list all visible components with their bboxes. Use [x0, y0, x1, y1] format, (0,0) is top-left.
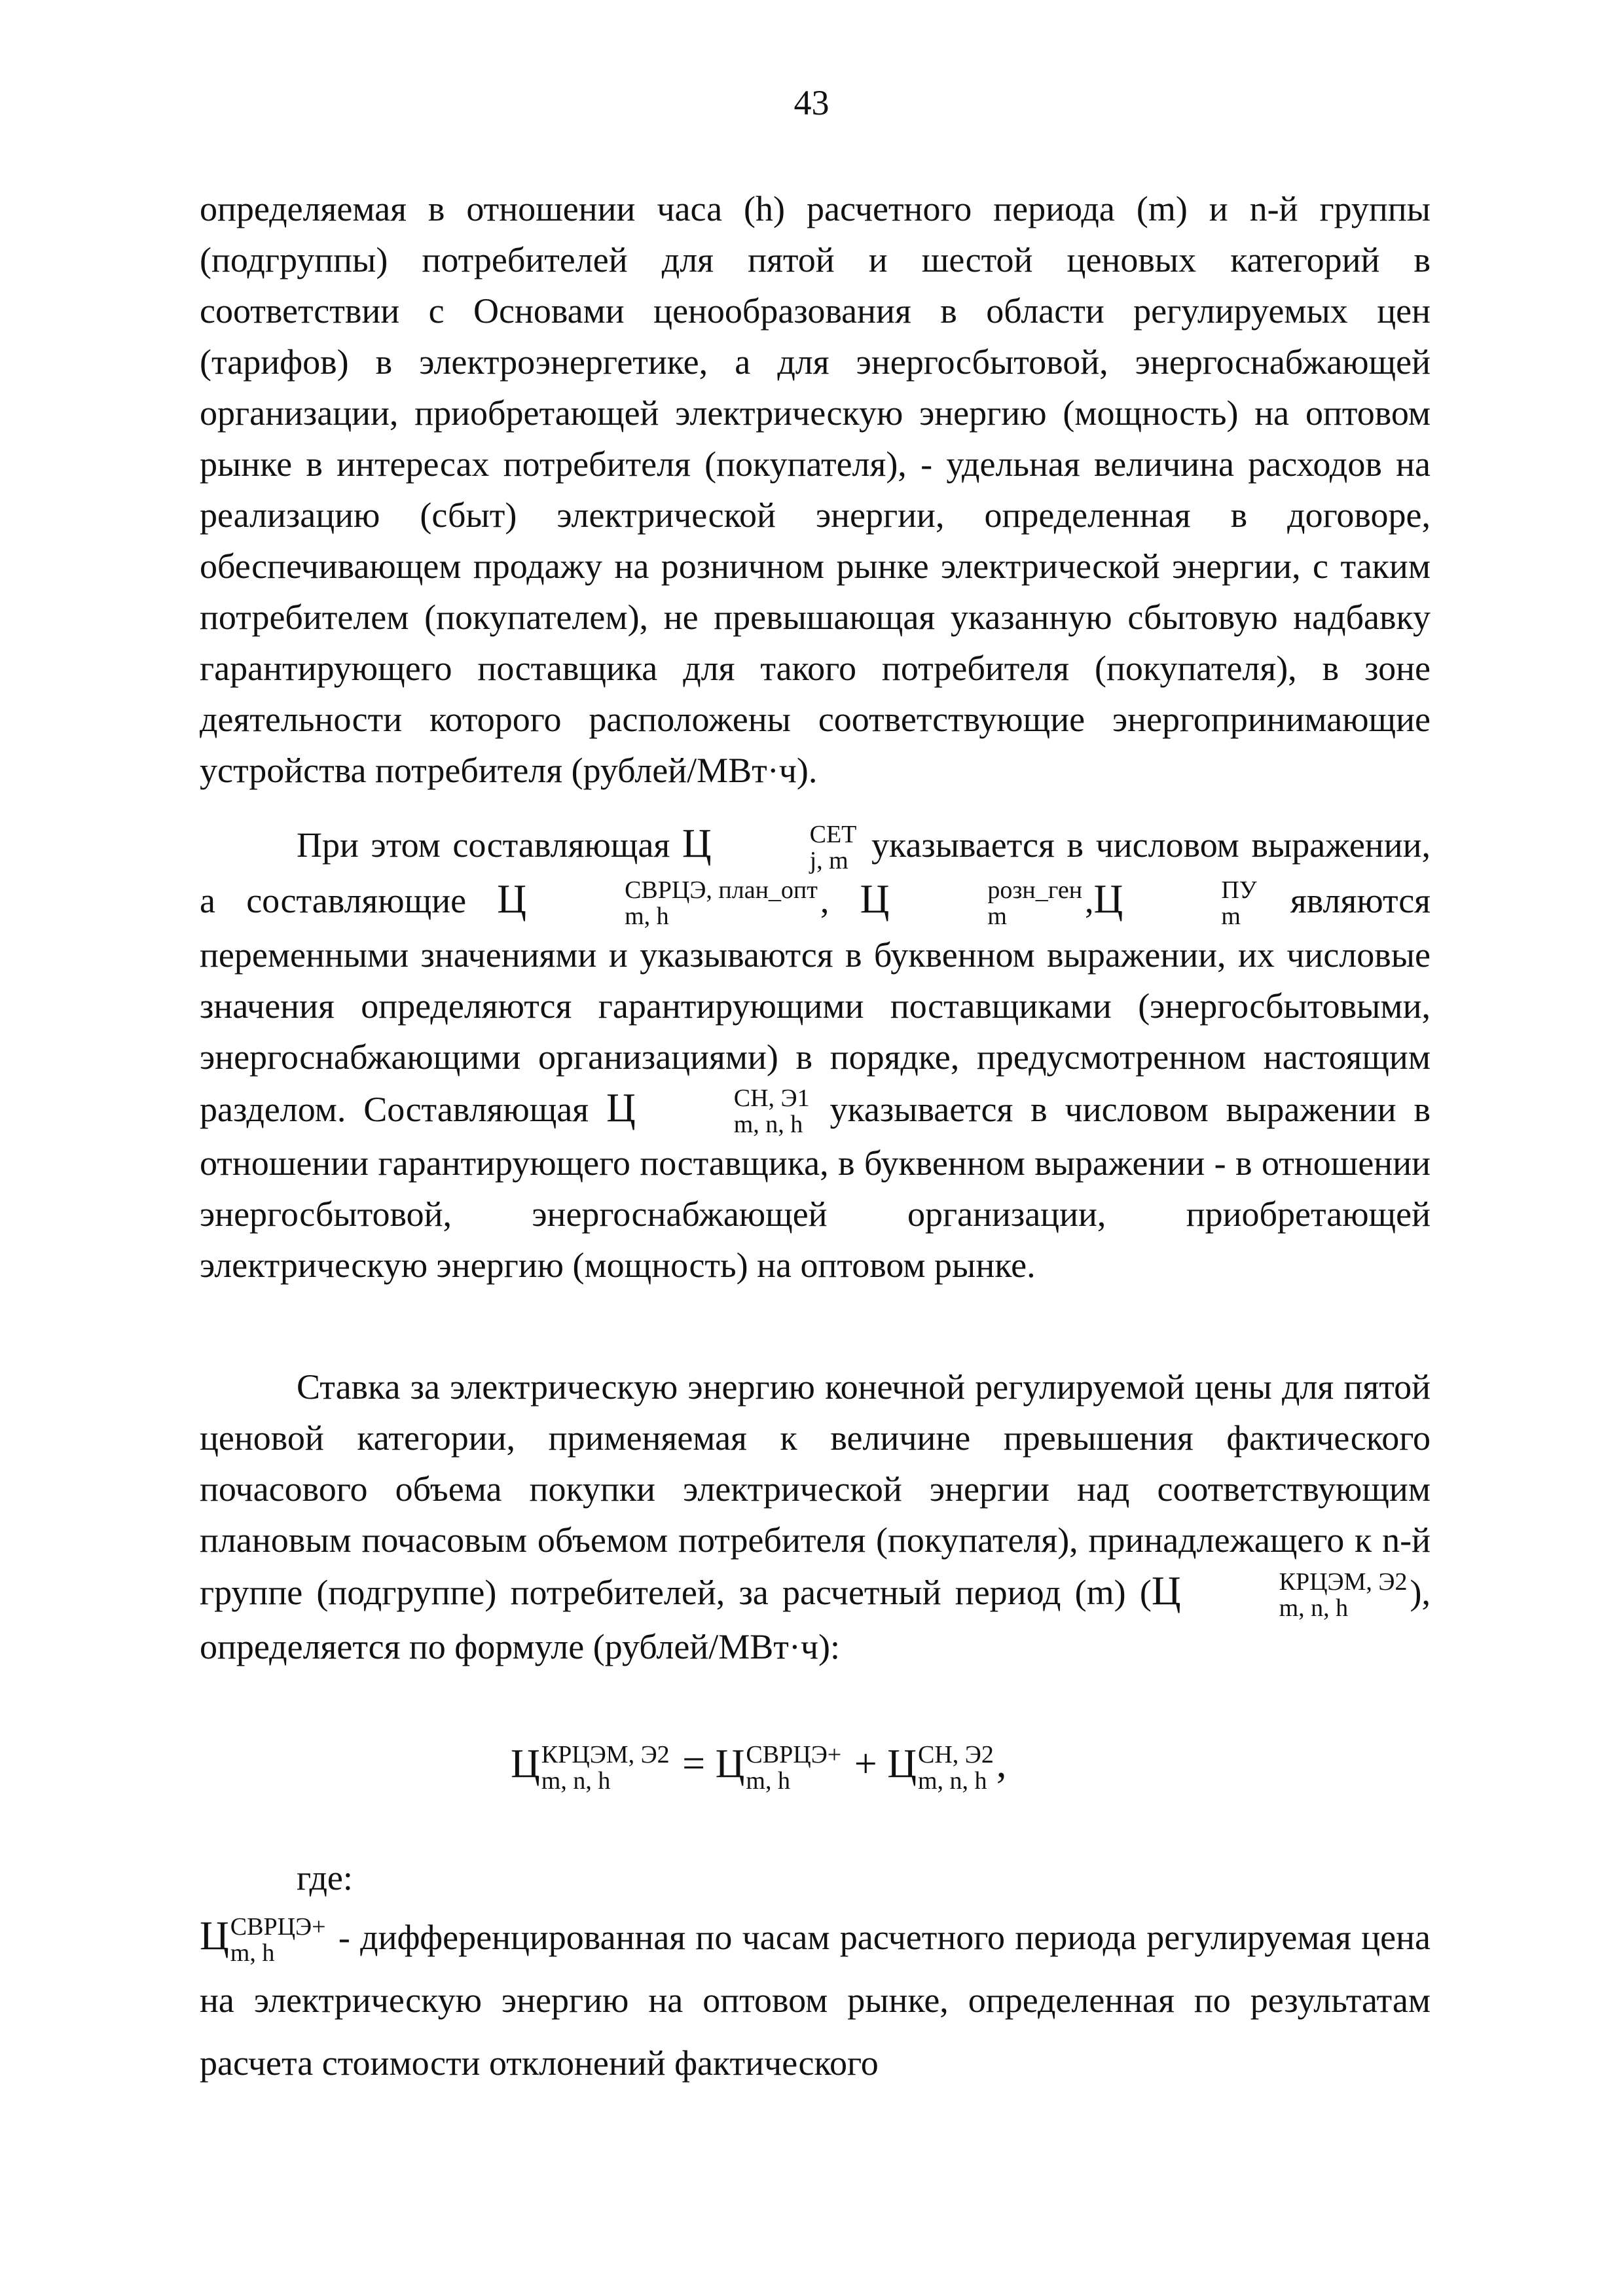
symbol-sub: m, n, h — [1279, 1594, 1349, 1622]
symbol-c-set — [682, 820, 860, 874]
symbol-c-krcem-e2 — [1151, 1568, 1410, 1622]
definition — [200, 1905, 1431, 2094]
formula-plus: + — [854, 1742, 877, 1786]
paragraph-2-comma-1: , — [820, 880, 830, 920]
symbol-base: Ц — [511, 1742, 540, 1786]
symbol-base: Ц — [497, 876, 527, 922]
symbol-sup: СЕТ — [809, 820, 857, 848]
symbol-sub: m, h — [230, 1939, 275, 1967]
page-number: 43 — [793, 83, 830, 122]
symbol-base: Ц — [200, 1914, 229, 1958]
paragraph-2-part-3: являются переменными значениями и указываются в буквенном выражении, их числовые значения определяются гарантирующими поставщиками (энергосбытовыми, энергоснабжающими организациями) в порядке, предусмотренном настоящим разделом. Составляющая — [200, 880, 1431, 1129]
symbol-base: Ц — [860, 876, 890, 922]
symbol-c-pu — [1093, 876, 1260, 930]
symbol-sup: КРЦЭМ, Э2 — [541, 1740, 670, 1768]
paragraph-2 — [200, 818, 1431, 1291]
symbol-base: Ц — [715, 1742, 745, 1786]
paragraph-3-part-1: Ставка за электрическую энергию конечной регулируемой цены для пятой ценовой категории, применяемая к величине превышения фактического почасового объема покупки электрической энергии над соответствующим плановым почасовым объемом потребителя (покупателя), принадлежащего к n-й группе (подгруппе) потребителей, за расчетный период (m) ( — [200, 1367, 1431, 1612]
symbol-base: Ц — [606, 1085, 636, 1130]
symbol-sub: m, n, h — [541, 1767, 611, 1795]
formula-equals: = — [682, 1742, 706, 1786]
paragraph-2-part-4: указывается в числовом выражении в отношении гарантирующего поставщика, в буквенном выражении - в отношении энергосбытовой, энергоснабжающей организации, приобретающей электрическую энергию (мощность) на оптовом рынке. — [200, 1089, 1431, 1285]
symbol-c-sn-e1 — [606, 1085, 812, 1139]
symbol-sub: m, n, h — [733, 1111, 803, 1139]
formula-term-sn-e2 — [887, 1740, 996, 1795]
symbol-sup: СВРЦЭ+ — [746, 1740, 842, 1768]
symbol-sub: m, n, h — [917, 1767, 987, 1795]
formula-lhs — [511, 1740, 672, 1795]
symbol-sup: СН, Э1 — [733, 1085, 810, 1113]
symbol-c-svrce-plan — [497, 876, 820, 930]
symbol-sub: m, h — [625, 902, 669, 930]
symbol-sub: m, h — [746, 1767, 790, 1795]
symbol-sup: розн_ген — [987, 876, 1083, 904]
paragraph-2-comma-2: , — [1085, 880, 1094, 920]
paragraph-3-text — [200, 1361, 1431, 1672]
paragraph-3 — [200, 1361, 1431, 1672]
paragraph-1 — [200, 183, 1431, 796]
symbol-sup: ПУ — [1221, 876, 1257, 904]
formula-term-svrce-plus — [715, 1740, 845, 1795]
paragraph-2-text — [200, 818, 1431, 1291]
formula — [511, 1734, 1296, 1794]
symbol-sup: СВРЦЭ, план_опт — [625, 876, 818, 904]
symbol-base: Ц — [682, 821, 712, 866]
symbol-base: Ц — [887, 1742, 917, 1786]
paragraph-2-part-1: При этом составляющая — [297, 825, 670, 865]
definition-text: - дифференцированная по часам расчетного периода регулируемая цена на электрическую энергию на оптовом рынке, определенная по результатам расчета стоимости отклонений фактического — [200, 1918, 1431, 2083]
formula-comma: , — [996, 1742, 1007, 1786]
paragraph-3-part-2: ), определяется по формуле (рублей/МВт·ч): — [200, 1573, 1431, 1666]
symbol-sub: m — [987, 902, 1007, 930]
paragraph-2-part-2: указывается в числовом выражении, а составляющие — [200, 825, 1431, 920]
definition-symbol — [200, 1912, 329, 1967]
symbol-sup: СВРЦЭ+ — [230, 1912, 326, 1941]
symbol-sup: СН, Э2 — [917, 1740, 994, 1768]
symbol-base: Ц — [1151, 1569, 1181, 1613]
symbol-sup: КРЦЭМ, Э2 — [1279, 1568, 1408, 1596]
symbol-sub: m — [1221, 902, 1241, 930]
symbol-c-rozn-gen — [860, 876, 1085, 930]
symbol-sub: j, m — [809, 846, 848, 874]
symbol-base: Ц — [1093, 876, 1123, 922]
where-label: где: — [297, 1858, 353, 1897]
paragraph-1-text: определяемая в отношении часа (h) расчетного периода (m) и n-й группы (подгруппы) потребителей для пятой и шестой ценовых категорий в соответствии с Основами ценообразования в области регулируемых цен (тарифов) в электроэнергетике, а для энергосбытовой, энергоснабжающей организации, приобретающей электрическую энергию (мощность) на оптовом рынке в интересах потребителя (покупателя), - удельная величина расходов на реализацию (сбыт) электрической энергии, определенная в договоре, обеспечивающем продажу на розничном рынке электрической энергии, с таким потребителем (покупателем), не превышающая указанную сбытовую надбавку гарантирующего поставщика для такого потребителя (покупателя), в зоне деятельности которого расположены соответствующие энергопринимающие устройства потребителя (рублей/МВт·ч). — [200, 189, 1431, 790]
